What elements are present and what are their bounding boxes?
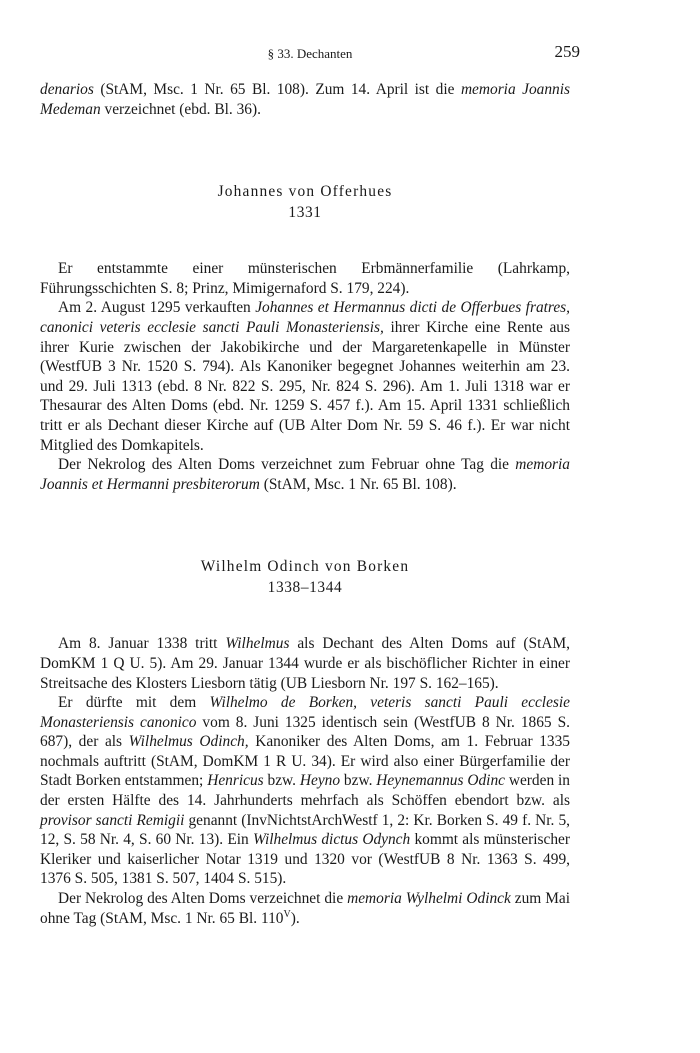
latin-quotation: Heynemannus Odinc [376, 772, 505, 790]
intro-paragraph [40, 80, 570, 119]
page-body [40, 80, 570, 928]
text-run: bzw. [340, 772, 377, 790]
running-head: § 33. Dechanten [267, 46, 353, 61]
text-run: Der Nekrolog des Alten Doms verzeichnet zum Februar ohne Tag die [58, 456, 516, 474]
latin-quotation: memoria Joannis et Hermanni presbiterorum [40, 456, 570, 493]
text-run: Kanoniker des Alten Doms, am 1. Februar 1335 nochmals auftritt (StAM, DomKM 1 R U. 34). Er wird also einer Bürgerfamilie der Stadt Borken entstammen; [40, 733, 570, 790]
latin-quotation: Johannes et Hermannus dicti de Offerbues fratres, canonici veteris ecclesie sancti Pauli Monasteriensis, [40, 299, 570, 336]
text-run: bzw. [263, 772, 300, 790]
text-run: ihrer Kirche eine Rente aus ihrer Kurie zwischen der Jakobikirche und der Margaretenkapelle in Münster (WestfUB 3 Nr. 1520 S. 794). Als Kanoniker begegnet Johannes weiterhin am 23. und 29. Juli 1313 (ebd. 8 Nr. 822 S. 295, Nr. 824 S. 296). Am 1. Juli 1318 war er Thesaurar des Alten Doms (ebd. Nr. 1259 S. 457 f.). Am 15. April 1331 schließlich tritt er als Dechant dieser Kirche auf (UB Alter Dom Nr. 59 S. 46 f.). Er war nicht Mitglied des Domkapitels. [40, 318, 570, 454]
latin-quotation: provisor sancti Remigii [40, 811, 185, 829]
paragraph [40, 693, 570, 889]
text-run: Er dürfte mit dem [58, 694, 210, 712]
paragraph [40, 634, 570, 693]
page-number: 259 [554, 42, 580, 61]
page-header [40, 42, 580, 66]
text-run: als Dechant des Alten Doms auf (StAM, DomKM 1 Q U. 5). Am 29. Januar 1344 wurde er als bischöflicher Richter in einer Streitsache des Klosters Liesborn tätig (UB Liesborn Nr. 197 S. 162–165). [40, 635, 570, 692]
text-run: kommt als münsterischer Kleriker und kaiserlicher Notar 1319 und 1320 vor (WestfUB 8 Nr. 1363 S. 499, 1376 S. 505, 1381 S. 507, 1404 S. 515). [40, 831, 570, 888]
text-run: genannt (InvNichtstArchWestf 1, 2: Kr. Borken S. 49 f. Nr. 5, 12, S. 58 Nr. 4, S. 60 Nr. 13). Ein [40, 811, 570, 849]
section-name: Johannes von Offerhues [217, 183, 393, 201]
latin-quotation: Henricus [207, 772, 264, 790]
section-name: Wilhelm Odinch von Borken [200, 558, 410, 576]
section-heading-odinch [40, 556, 570, 598]
text-run: Am 8. Januar 1338 tritt [58, 635, 226, 653]
text-run: Er entstammte einer münsterischen Erbmännerfamilie (Lahrkamp, Führungsschichten S. 8; Prinz, Mimigernaford S. 179, 224). [40, 260, 570, 297]
section-years: 1331 [288, 204, 322, 222]
text-run: zum Mai ohne Tag (StAM, Msc. 1 Nr. 65 Bl. 110 [40, 890, 571, 927]
paragraph [40, 455, 570, 494]
paragraph [40, 298, 570, 455]
text-run: vom 8. Juni 1325 identisch sein (WestfUB 8 Nr. 1865 S. 687), der als [40, 713, 571, 751]
section-years: 1338–1344 [267, 579, 343, 597]
paragraph [40, 259, 570, 298]
section-heading-offerhues [40, 181, 570, 223]
text-run: Der Nekrolog des Alten Doms verzeichnet die [58, 890, 348, 908]
latin-quotation: Wilhelmo de Borken, veteris sancti Pauli ecclesie Monasteriensis canonico [40, 694, 570, 731]
latin-quotation: Wilhelmus dictus Odynch [252, 831, 411, 849]
text-run: (StAM, Msc. 1 Nr. 65 Bl. 108). Zum 14. April ist die [93, 81, 461, 98]
paragraph [40, 889, 570, 928]
latin-quotation: Heyno [299, 772, 341, 790]
superscript: V [283, 908, 291, 920]
text-run: verzeichnet (ebd. Bl. 36). [100, 100, 261, 118]
text-run: werden in der ersten Hälfte des 14. Jahrhunderts mehrfach als Schöffen ebendort bzw. als [40, 772, 570, 810]
latin-quotation: Wilhelmus [225, 635, 290, 653]
latin-quotation: Wilhelmus Odinch, [128, 733, 249, 751]
latin-quotation: memoria Wylhelmi Odinck [347, 890, 511, 908]
latin-quotation: memoria Joannis Medeman [40, 81, 570, 118]
text-run: (StAM, Msc. 1 Nr. 65 Bl. 108). [259, 475, 457, 493]
latin-quotation: denarios [40, 81, 94, 98]
text-run: Am 2. August 1295 verkauften [58, 299, 256, 317]
text-run: ). [290, 909, 300, 927]
